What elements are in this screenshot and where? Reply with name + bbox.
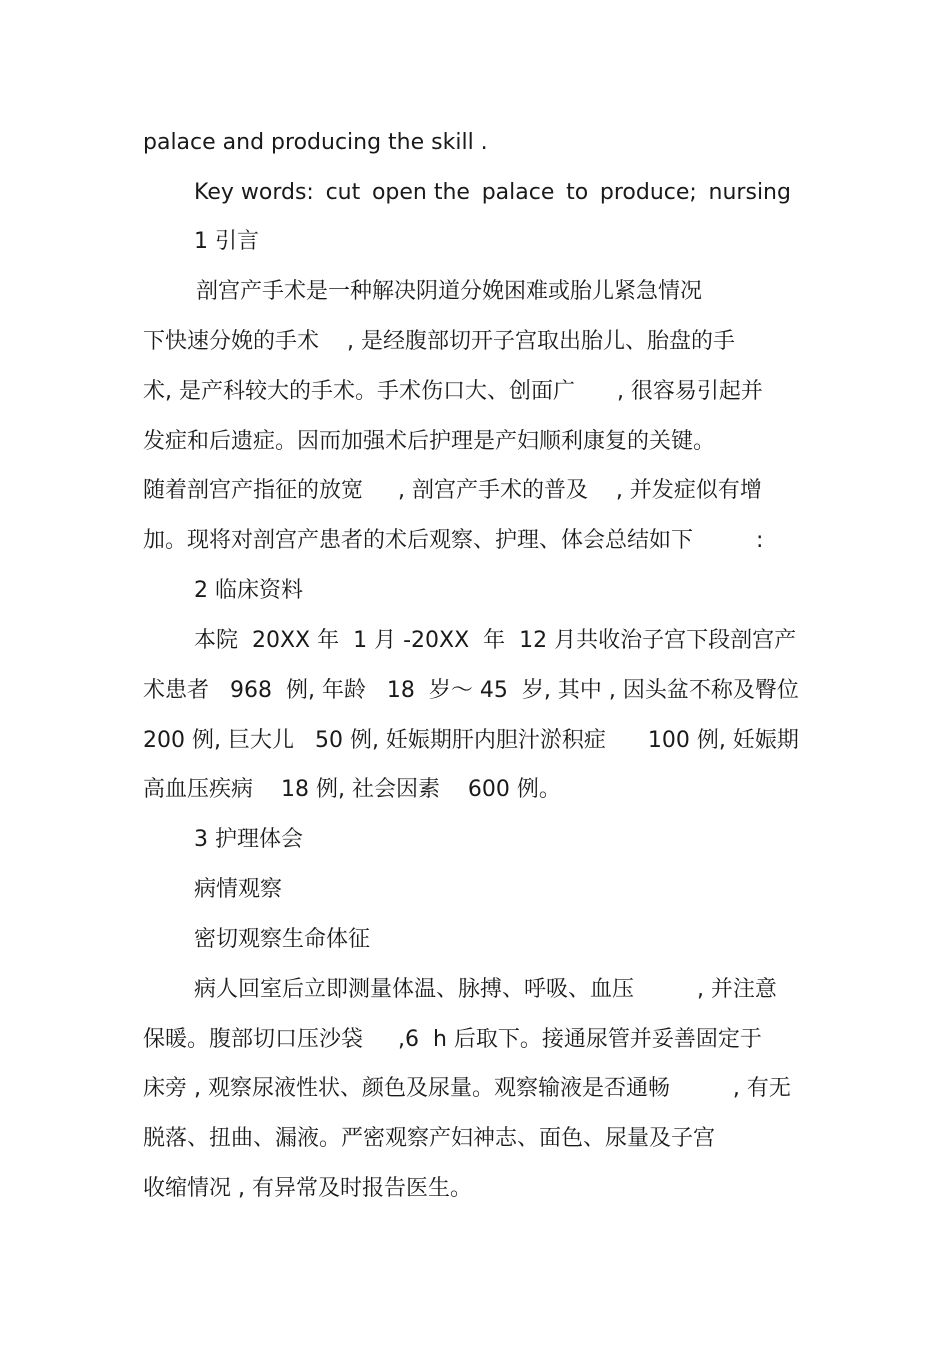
subheading-vital-signs: 密切观察生命体征 xyxy=(194,927,371,952)
keyword-term: palace xyxy=(481,180,555,205)
abstract-tail-line: palace and producing the skill . xyxy=(143,130,488,155)
subheading-observation: 病情观察 xyxy=(194,877,283,902)
section-heading-introduction: 1 引言 xyxy=(194,229,259,254)
paragraph-line: 收缩情况 , 有异常及时报告医生。 xyxy=(143,1176,472,1201)
paragraph-line: 床旁 , 观察尿液性状、颜色及尿量。观察输液是否通畅 , 有无 xyxy=(143,1076,791,1101)
section-heading-nursing: 3 护理体会 xyxy=(194,827,303,852)
paragraph-line: 加。现将对剖宫产患者的术后观察、护理、体会总结如下 : xyxy=(143,528,764,553)
paragraph-line: 病人回室后立即测量体温、脉搏、呼吸、血压 , 并注意 xyxy=(194,977,777,1002)
keyword-term: produce; xyxy=(599,180,697,205)
paragraph-line: 200 例, 巨大儿 50 例, 妊娠期肝内胆汁淤积症 100 例, 妊娠期 xyxy=(143,728,799,753)
paragraph-line: 术患者 968 例, 年龄 18 岁～ 45 岁, 其中 , 因头盆不称及臀位 xyxy=(143,678,799,703)
keywords-label: Key words: xyxy=(194,180,314,205)
section-heading-clinical-data: 2 临床资料 xyxy=(194,578,303,603)
paragraph-line: 剖宫产手术是一种解决阴道分娩困难或胎儿紧急情况 xyxy=(196,279,703,304)
keyword-term: to xyxy=(566,180,589,205)
paragraph-line: 随着剖宫产指征的放宽 , 剖宫产手术的普及 , 并发症似有增 xyxy=(143,478,762,503)
paragraph-line: 发症和后遗症。因而加强术后护理是产妇顺利康复的关键。 xyxy=(143,429,716,454)
paragraph-line: 术, 是产科较大的手术。手术伤口大、创面广 , 很容易引起并 xyxy=(143,379,763,404)
paragraph-line: 下快速分娩的手术 , 是经腹部切开子宫取出胎儿、胎盘的手 xyxy=(143,329,735,354)
keyword-term: open the xyxy=(371,180,470,205)
paragraph-line: 本院 20XX 年 1 月 -20XX 年 12 月共收治子宫下段剖宫产 xyxy=(194,628,797,653)
keyword-term: nursing xyxy=(708,180,791,205)
keywords-line xyxy=(194,178,791,208)
keyword-term: cut xyxy=(325,180,361,205)
paragraph-line: 保暖。腹部切口压沙袋 ,6 h 后取下。接通尿管并妥善固定于 xyxy=(143,1027,762,1052)
paragraph-line: 脱落、扭曲、漏液。严密观察产妇神志、面色、尿量及子宫 xyxy=(143,1126,716,1151)
paragraph-line: 高血压疾病 18 例, 社会因素 600 例。 xyxy=(143,777,561,802)
